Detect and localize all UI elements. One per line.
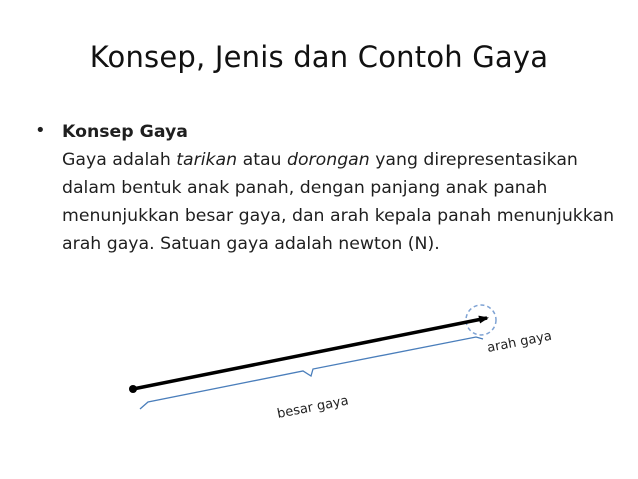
emphasis-tarikan: tarikan [176,150,238,170]
paragraph-text-1: Gaya adalah [62,150,177,170]
magnitude-bracket [140,337,483,409]
slide-title: Konsep, Jenis dan Contoh Gaya [89,40,549,74]
paragraph-text-3: yang direpresentasikan dalam bentuk anak panah, dengan panjang anak panah menunjukkan besar gaya, dan arah kepala panah menunjukkan arah gaya. Satuan gaya adalah newton (N). [62,150,615,254]
paragraph-text-2: atau [237,150,288,170]
bullet-dot: • [35,120,46,141]
emphasis-dorongan: dorongan [287,150,370,170]
force-arrow [133,318,487,389]
direction-label: arah gaya [485,328,554,356]
bullet-heading: Konsep Gaya [62,122,188,142]
magnitude-label: besar gaya [275,393,350,422]
arrow-start-point [129,385,137,393]
